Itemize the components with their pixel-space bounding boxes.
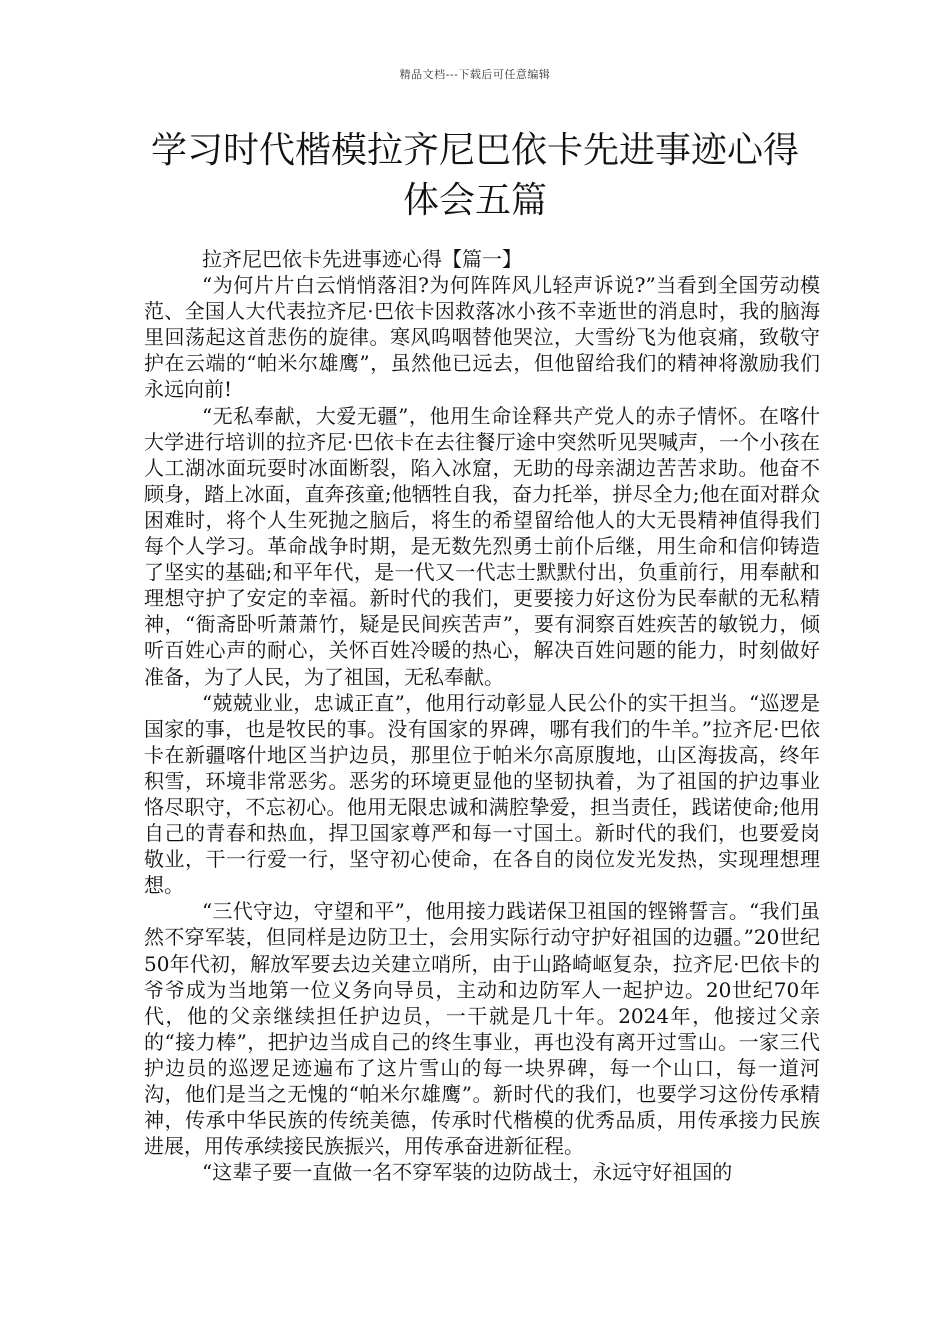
paragraph: “这辈子要一直做一名不穿军装的边防战士，永远守好祖国的 xyxy=(202,1160,733,1185)
document-body xyxy=(144,246,820,1185)
paragraph: “三代守边，守望和平”，他用接力践诺保卫祖国的铿锵誓言。“我们虽然不穿军装，但同样是边防卫士，会用实际行动守护好祖国的边疆。”20世纪50年代初，解放军要去边关建立哨所，由于山路崎岖复杂，拉齐尼·巴依卡的爷爷成为当地第一位义务向导员，主动和边防军人一起护边。20世纪70年代，他的父亲继续担任护边员，一干就是几十年。2024年，他接过父亲的“接力棒”，把护边当成自己的终生事业，再也没有离开过雪山。一家三代护边员的巡逻足迹遍布了这片雪山的每一块界碑，每一个山口，每一道河沟，他们是当之无愧的“帕米尔雄鹰”。新时代的我们，也要学习这份传承精神，传承中华民族的传统美德，传承时代楷模的优秀品质，用传承接力民族进展，用传承续接民族振兴，用传承奋进新征程。 xyxy=(144,899,820,1159)
title-line-1: 学习时代楷模拉齐尼巴依卡先进事迹心得 xyxy=(150,130,799,171)
paragraph: “无私奉献，大爱无疆”，他用生命诠释共产党人的赤子情怀。在喀什大学进行培训的拉齐尼·巴依卡在去往餐厅途中突然听见哭喊声，一个小孩在人工湖冰面玩耍时冰面断裂，陷入冰窟，无助的母亲湖边苦苦求助。他奋不顾身，踏上冰面，直奔孩童;他牺牲自我，奋力托举，拼尽全力;他在面对群众困难时，将个人生死抛之脑后，将生的希望留给他人的大无畏精神值得我们每个人学习。革命战争时期，是无数先烈勇士前仆后继，用生命和信仰铸造了坚实的基础;和平年代，是一代又一代志士默默付出，负重前行，用奉献和理想守护了安定的幸福。新时代的我们，更要接力好这份为民奉献的无私精神，“衙斋卧听萧萧竹，疑是民间疾苦声”，要有洞察百姓疾苦的敏锐力，倾听百姓心声的耐心，关怀百姓冷暖的热心，解决百姓问题的能力，时刻做好准备，为了人民，为了祖国，无私奉献。 xyxy=(144,403,820,689)
title-line-2: 体会五篇 xyxy=(402,180,547,221)
section-heading: 拉齐尼巴依卡先进事迹心得【篇一】 xyxy=(202,247,522,271)
document-title xyxy=(150,126,800,226)
paragraph: “兢兢业业，忠诚正直”，他用行动彰显人民公仆的实干担当。“巡逻是国家的事，也是牧民的事。没有国家的界碑，哪有我们的牛羊。”拉齐尼·巴依卡在新疆喀什地区当护边员，那里位于帕米尔高原腹地，山区海拔高，终年积雪，环境非常恶劣。恶劣的环境更显他的坚韧执着，为了祖国的护边事业恪尽职守，不忘初心。他用无限忠诚和满腔挚爱，担当责任，践诺使命;他用自己的青春和热血，捍卫国家尊严和每一寸国土。新时代的我们，也要爱岗敬业，干一行爱一行，坚守初心使命，在各自的岗位发光发热，实现理想理想。 xyxy=(144,690,820,898)
paragraph: “为何片片白云悄悄落泪?为何阵阵风儿轻声诉说?”当看到全国劳动模范、全国人大代表拉齐尼·巴依卡因救落冰小孩不幸逝世的消息时，我的脑海里回荡起这首悲伤的旋律。寒风呜咽替他哭泣，大雪纷飞为他哀痛，致敬守护在云端的“帕米尔雄鹰”，虽然他已远去，但他留给我们的精神将激励我们永远向前! xyxy=(144,273,820,402)
header-note: 精品文档---下载后可任意编辑 xyxy=(399,68,551,81)
